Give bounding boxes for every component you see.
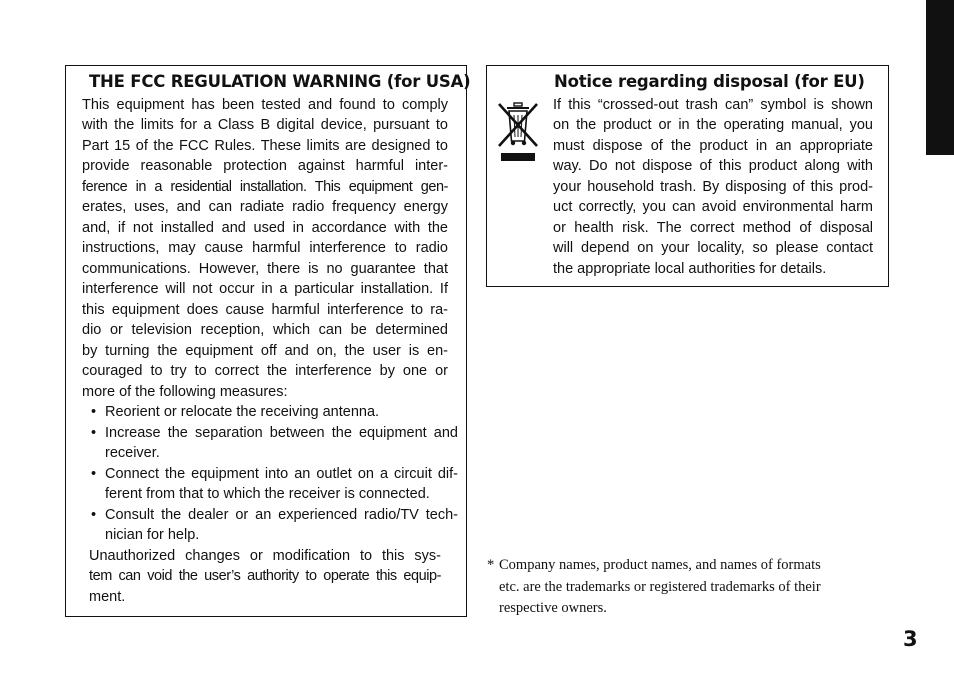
bullet-glyph: • [91,404,97,420]
eu-body-line: the appropriate local authorities for details. [553,261,827,277]
eu-body-line: your household trash. By disposing of this prod- [553,179,873,195]
fcc-bullet-text: ferent from that to which the receiver is connected. [105,486,430,502]
eu-body-line: must dispose of the product in an appropriate [553,138,873,154]
fcc-closing-line: tem can void the user’s authority to operate this equip- [89,568,441,584]
fcc-body-line: Part 15 of the FCC Rules. These limits are designed to [82,138,448,154]
eu-body-line: If this “crossed-out trash can” symbol is shown [553,97,873,113]
fcc-warning-box [65,65,471,617]
fcc-body-line: couraged to try to correct the interference by one or [82,363,448,379]
fcc-body-line: and, if not installed and used in accordance with the [82,220,448,236]
fcc-body-line: instructions, may cause harmful interference to radio [82,240,448,256]
fcc-heading: THE FCC REGULATION WARNING (for USA) [89,72,471,91]
fcc-body-line: communications. However, there is no guarantee that [82,261,448,277]
bullet-glyph: • [91,507,97,523]
section-tab-marker [926,0,954,155]
page-number: 3 [903,627,918,651]
footnote-marker: * [487,557,495,573]
footnote-line: Company names, product names, and names of formats [499,557,821,573]
fcc-body-line: provide reasonable protection against harmful inter- [82,158,448,174]
eu-body-line: uct correctly, you can avoid environmental harm [553,199,873,215]
fcc-bullet-text: Connect the equipment into an outlet on a circuit dif- [105,466,458,482]
fcc-bullet-text: nician for help. [105,527,200,543]
eu-body-line: or health risk. The correct method of disposal [553,220,873,236]
footnote-line: respective owners. [499,600,607,616]
fcc-body-line: more of the following measures: [82,384,288,400]
fcc-body-line: ference in a residential installation. This equipment gen- [82,179,448,195]
fcc-bullet-text: Reorient or relocate the receiving antenna. [105,404,380,420]
fcc-closing-line: Unauthorized changes or modification to this sys- [89,548,441,564]
fcc-body-line: interference will not occur in a particular installation. If [82,281,448,297]
footnote-line: etc. are the trademarks or registered trademarks of their [499,579,821,595]
fcc-body-line: by turning the equipment off and on, the user is en- [82,343,448,359]
fcc-bullet-text: receiver. [105,445,160,461]
eu-disposal-box [486,65,889,287]
bullet-glyph: • [91,425,97,441]
fcc-bullet-text: Increase the separation between the equipment and [105,425,458,441]
fcc-body-line: erates, uses, and can radiate radio frequency energy [82,199,448,215]
eu-body-line: on the product or in the operating manual, you [553,117,873,133]
eu-body-line: way. Do not dispose of this product along with [553,158,873,174]
crossed-out-trash-can-icon [495,100,541,164]
fcc-body-line: with the limits for a Class B digital device, pursuant to [82,117,448,133]
fcc-bullet-text: Consult the dealer or an experienced radio/TV tech- [105,507,458,523]
fcc-closing-line: ment. [89,589,126,605]
fcc-body-line: this equipment does cause harmful interference to ra- [82,302,448,318]
eu-heading: Notice regarding disposal (for EU) [554,72,865,91]
fcc-body-line: dio or television reception, which can be determined [82,322,448,338]
fcc-body-line: This equipment has been tested and found to comply [82,97,448,113]
eu-body-line: will depend on your locality, so please contact [553,240,873,256]
bullet-glyph: • [91,466,97,482]
